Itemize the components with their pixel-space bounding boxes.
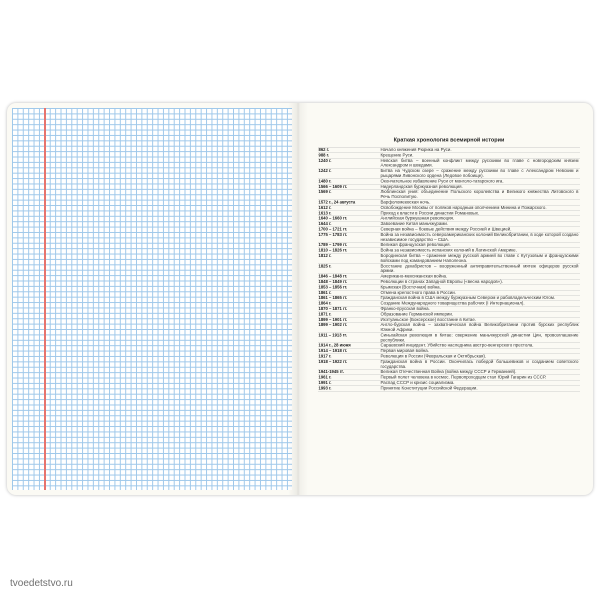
chronology-row <box>318 264 580 274</box>
row-event: Северная война – боевые действия между Россией и Швецией. <box>380 226 512 232</box>
row-date: 1810 – 1826 гг. <box>318 247 348 253</box>
row-date: 1941-1945 гг. <box>318 369 344 375</box>
row-event: Первый полет человека в космос. Первопроходцем стал Юрий Гагарин из СССР. <box>380 374 547 380</box>
row-date: 1480 г. <box>318 178 332 184</box>
chronology-row <box>318 190 580 200</box>
row-date: 1914 г., 28 июня <box>318 342 351 348</box>
row-event: Варфоломеевская ночь. <box>380 199 431 205</box>
row-event: Восстание декабристов – вооруженный антиправительственный мятеж офицеров русской армии. <box>380 263 579 274</box>
row-date: 1993 г. <box>318 385 332 391</box>
chronology-table <box>318 137 580 391</box>
row-date: 1914 – 1918 гг. <box>318 348 348 354</box>
row-event: Образование Германской империи. <box>380 311 454 317</box>
chronology-row <box>318 386 580 391</box>
row-event: Крымская (Восточная) война. <box>380 284 441 290</box>
row-date: 1961 г. <box>318 374 332 380</box>
row-event: Война за независимость испанских колоний в Латинской Америке. <box>380 247 517 253</box>
chronology-row <box>318 333 580 343</box>
row-event: Приход к власти в России династии Романовых. <box>380 210 480 216</box>
watermark: tvoedetstvo.ru <box>10 578 73 589</box>
row-event: Первая мировая война. <box>380 348 429 354</box>
row-event: Гражданская война в США между буржуазным Севером и рабовладельческим Югом. <box>380 295 556 301</box>
chronology-row <box>318 232 580 242</box>
row-event: Освобождение Москвы от поляков народным ополчением Минина и Пожарского. <box>380 204 547 210</box>
row-date: 1242 г. <box>318 168 332 174</box>
chronology-row <box>318 253 580 263</box>
row-event: Создание Международного товарищества рабочих (I Интернационал). <box>380 300 525 306</box>
chronology-title: Краткая хронология всемирной истории <box>393 137 505 143</box>
squared-grid <box>12 108 292 490</box>
row-date: 1789 – 1799 гг. <box>318 242 348 248</box>
row-event: Гражданская война в России. Окончилась победой большевиков и созданием советского государства. <box>380 358 579 369</box>
row-date: 1569 г. <box>318 189 332 195</box>
row-date: 1775 – 1783 гг. <box>318 231 348 237</box>
row-event: Американо-мексиканская война. <box>380 273 448 279</box>
right-page <box>297 103 593 495</box>
row-date: 1861 – 1865 гг. <box>318 295 348 301</box>
left-page <box>7 103 297 495</box>
chronology-row <box>318 359 580 369</box>
row-event: Франко-прусская война. <box>380 305 430 311</box>
row-date: 1864 г. <box>318 300 332 306</box>
row-event: Принятие Конституции Российской Федерации. <box>380 385 478 391</box>
row-date: 1861 г. <box>318 289 332 295</box>
row-date: 1846 – 1848 гг. <box>318 273 348 279</box>
chronology-row <box>318 158 580 168</box>
row-date: 1911 – 1913 гг. <box>318 332 347 338</box>
row-event: Отмена крепостного права в России. <box>380 289 456 295</box>
row-date: 1613 г. <box>318 210 332 216</box>
row-date: 1644 г. <box>318 221 332 227</box>
row-date: 1871 г. <box>318 311 332 317</box>
row-date: 1812 г. <box>318 252 332 258</box>
row-event: Английская буржуазная революция. <box>380 215 455 221</box>
row-event: Крещение Руси. <box>380 152 414 158</box>
row-date: 1918 – 1922 гг. <box>318 358 348 364</box>
row-date: 1700 – 1721 гг. <box>318 226 348 232</box>
row-event: Сараевский инцидент. Убийство наследника австро-венгерского престола. <box>380 342 534 348</box>
row-date: 1240 г. <box>318 157 332 163</box>
row-date: 1899 – 1901 гг. <box>318 316 348 322</box>
row-event: Битва на Чудском озере – сражение между русскими во главе с Александром Невским и рыцарями Ливонского ордена (Ледовое побоище). <box>380 168 579 178</box>
row-date: 988 г. <box>318 152 330 158</box>
row-date: 1848 – 1849 гг. <box>318 278 348 284</box>
row-date: 1640 – 1660 гг. <box>318 215 348 221</box>
notebook-spread <box>7 103 593 495</box>
row-event: Распад СССР и кризис социализма. <box>380 380 455 386</box>
row-event: Война за независимость североамериканских колоний Великобритании, в ходе которой создано независимое государство – США. <box>380 231 579 242</box>
row-event: Начало княжения Рюрика на Руси. <box>380 147 452 152</box>
row-date: 1870 – 1871 гг. <box>318 305 348 311</box>
row-event: Бородинская битва – сражение между русской армией во главе с Кутузовым и французскими войсками под командованием Наполеона. <box>380 252 579 263</box>
row-date: 1917 г. <box>318 353 332 359</box>
row-event: Синьхайская революция в Китае: свержение маньчжурской династии Цин, провозглашение республики. <box>380 332 579 343</box>
margin-line <box>44 108 46 490</box>
row-event: Нидерландская буржуазная революция. <box>380 183 463 189</box>
row-event: Великая французская революция. <box>380 242 451 248</box>
row-event: Революция в России (Февральская и Октябрьская). <box>380 353 487 359</box>
chronology-rows <box>318 147 580 391</box>
row-event: Окончательное избавление Руси от монголо-татарского ига. <box>380 178 504 184</box>
row-date: 862 г. <box>318 147 330 152</box>
chronology-row <box>318 323 580 333</box>
chronology-row <box>318 169 580 179</box>
row-date: 1612 г. <box>318 204 332 210</box>
row-date: 1991 г. <box>318 380 332 386</box>
row-event: Невская битва – военный конфликт между русскими во главе с новгородским князем Александром и шведами. <box>380 157 579 168</box>
row-event: Ихэтуаньское (Боксерское) восстание в Китае. <box>380 316 477 322</box>
row-date: 1825 г. <box>318 263 332 269</box>
row-date: 1566 – 1609 гг. <box>318 183 348 189</box>
row-event: Люблинская уния: объединение Польского королевства и Великого княжества Литовского в Речь Посполитую. <box>380 189 579 200</box>
row-event: Англо-бурская война – захватническая война Великобритании против бурских республик Южной Африки. <box>380 322 579 333</box>
row-date: 1853 – 1856 гг. <box>318 284 348 290</box>
row-event: Великая Отечественная Война (война между СССР и Германией). <box>380 369 517 375</box>
row-event: Революции в странах Западной Европы («весна народов»). <box>380 278 503 284</box>
chronology-block <box>318 137 580 409</box>
row-date: 1572 г., 24 августа <box>318 199 356 205</box>
row-event: Завоевание Китая маньчжурами. <box>380 221 449 227</box>
row-date: 1899 – 1902 гг. <box>318 322 348 328</box>
